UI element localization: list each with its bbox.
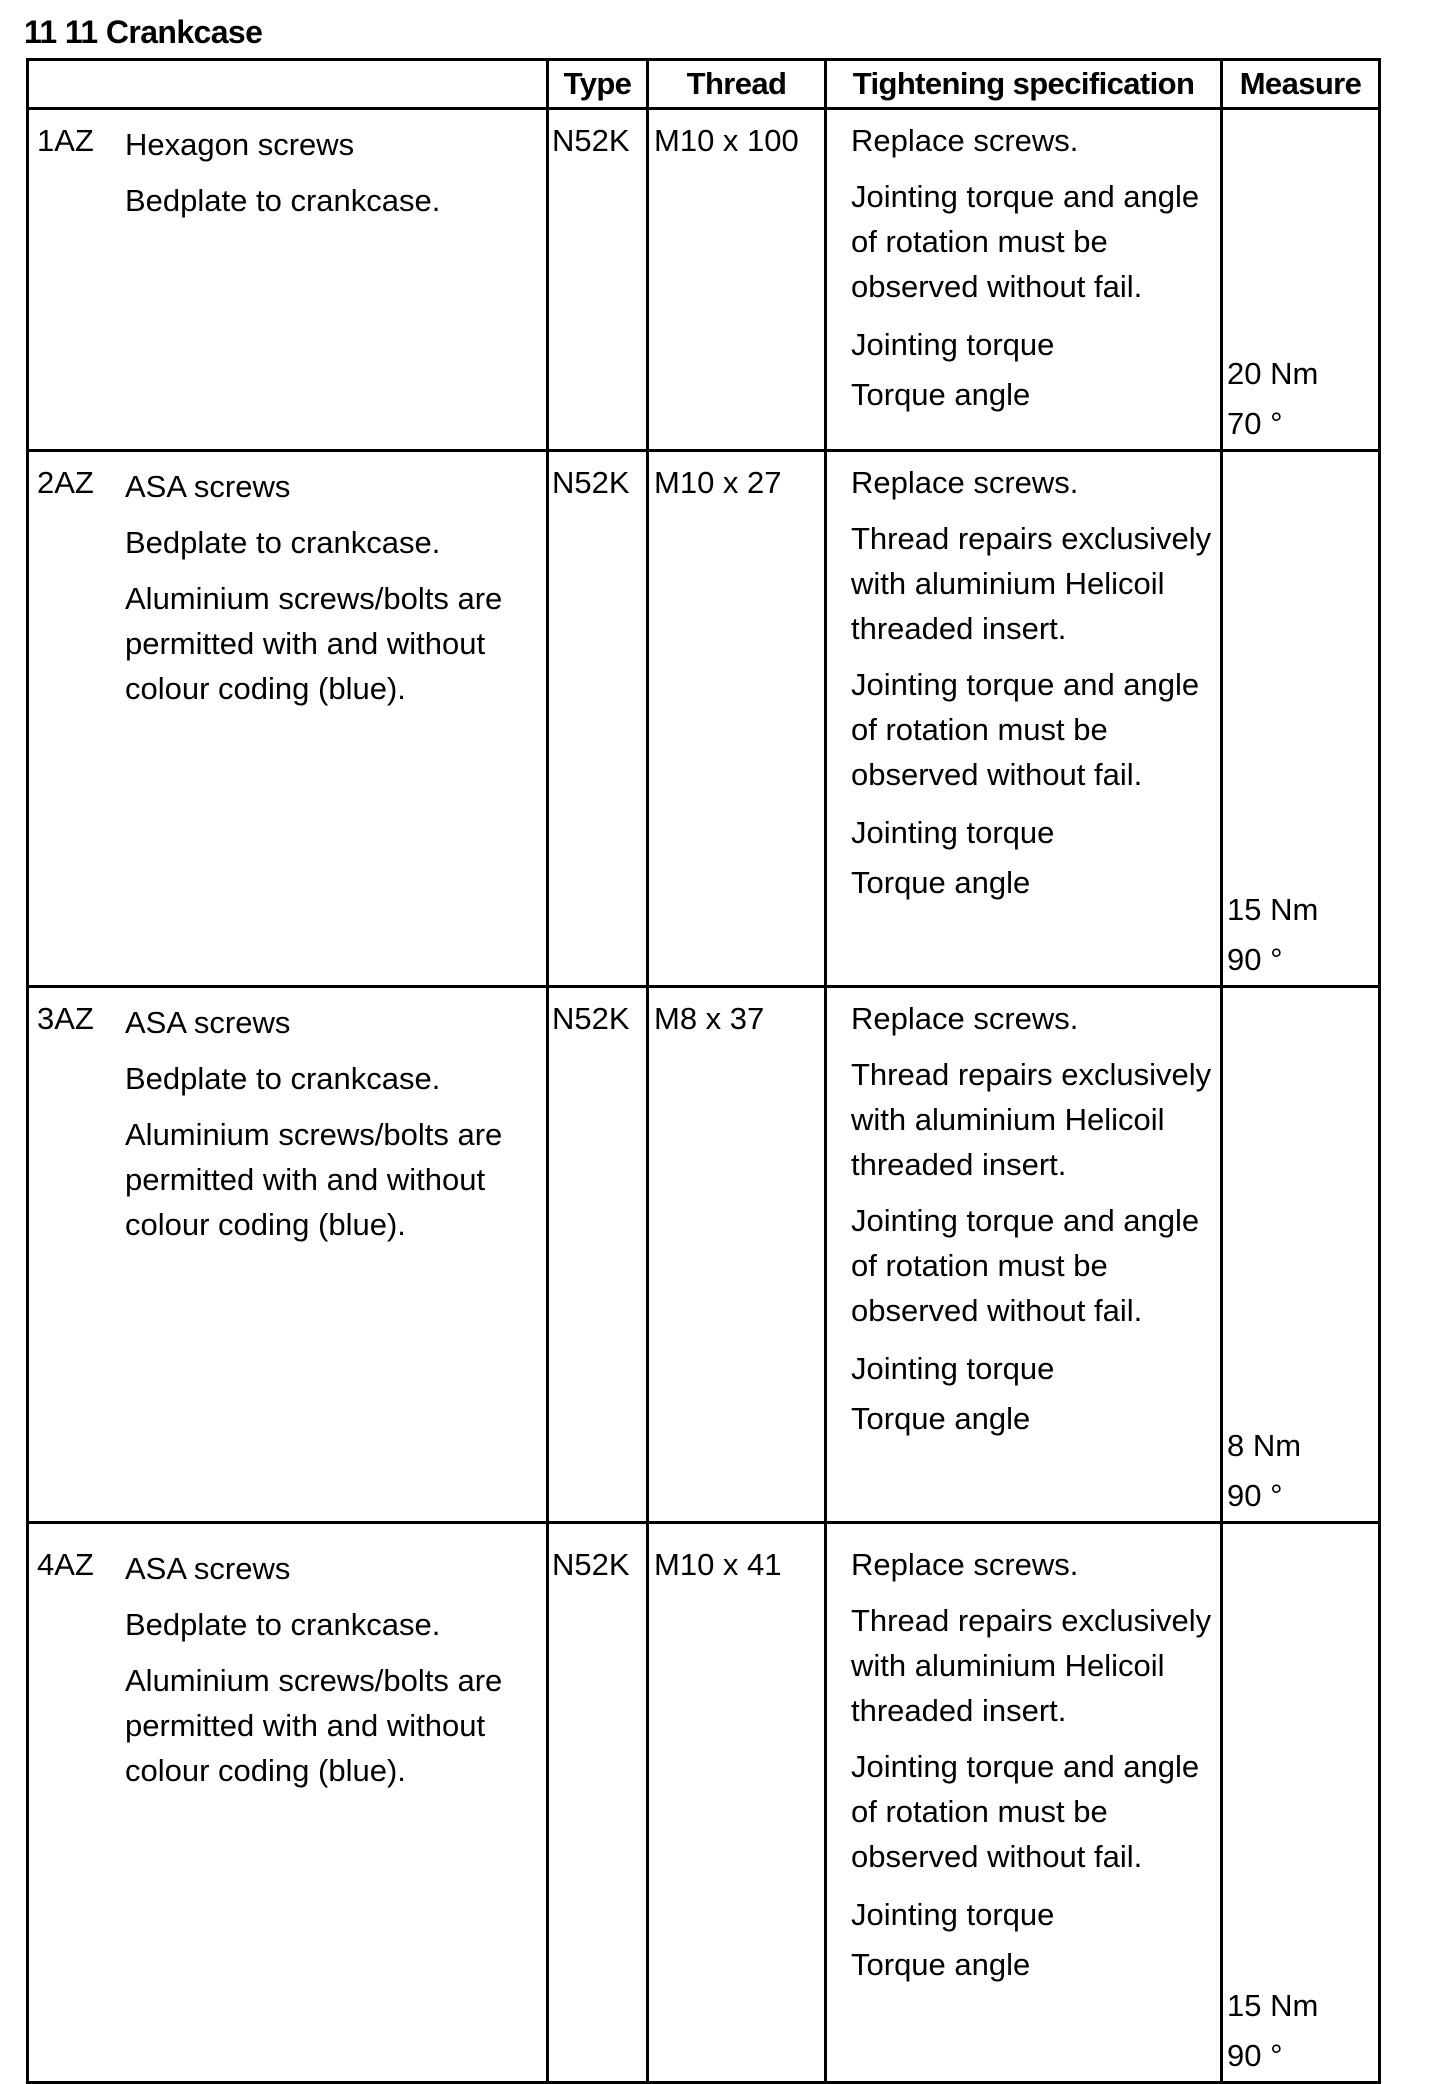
header-thread: Thread — [648, 60, 826, 109]
part-description: Bedplate to crankcase. — [125, 183, 441, 218]
position-cell — [28, 109, 548, 451]
label-jointing-torque: Jointing torque — [851, 1897, 1055, 1932]
thread-cell: M10 x 27 — [648, 451, 826, 987]
part-note: Aluminium screws/bolts are permitted with and without colour coding (blue). — [125, 1117, 503, 1242]
header-type: Type — [548, 60, 648, 109]
position-cell — [28, 987, 548, 1523]
part-name: Hexagon screws — [125, 127, 355, 162]
header-tightening-specification: Tightening specification — [826, 60, 1222, 109]
position-cell — [28, 1523, 548, 2083]
part-name: ASA screws — [125, 469, 291, 504]
note-replace: Replace screws. — [851, 123, 1079, 158]
part-description: Bedplate to crankcase. — [125, 1607, 441, 1642]
measure-angle: 90 ° — [1227, 1478, 1283, 1513]
part-description: Bedplate to crankcase. — [125, 525, 441, 560]
measure-torque: 8 Nm — [1227, 1428, 1302, 1463]
label-torque-angle: Torque angle — [851, 1401, 1031, 1436]
label-torque-angle: Torque angle — [851, 377, 1031, 412]
position-cell — [28, 451, 548, 987]
note-replace: Replace screws. — [851, 1001, 1079, 1036]
label-torque-angle: Torque angle — [851, 1947, 1031, 1982]
header-row — [28, 60, 1380, 109]
table-row — [28, 987, 1380, 1523]
measure-cell — [1222, 109, 1380, 451]
thread-cell: M10 x 100 — [648, 109, 826, 451]
type-cell: N52K — [548, 451, 648, 987]
header-description — [28, 60, 548, 109]
page-title: 11 11 Crankcase — [24, 14, 263, 50]
note-angle: Jointing torque and angle of rotation must be observed without fail. — [851, 179, 1200, 304]
thread-cell: M8 x 37 — [648, 987, 826, 1523]
note-angle: Jointing torque and angle of rotation must be observed without fail. — [851, 667, 1200, 792]
note-repair: Thread repairs exclusively with aluminium Helicoil threaded insert. — [851, 1603, 1212, 1728]
table-row — [28, 1523, 1380, 2083]
measure-cell — [1222, 987, 1380, 1523]
position-code: 3AZ — [37, 1001, 94, 1036]
label-torque-angle: Torque angle — [851, 865, 1031, 900]
type-cell: N52K — [548, 1523, 648, 2083]
type-cell: N52K — [548, 109, 648, 451]
type-cell: N52K — [548, 987, 648, 1523]
note-replace: Replace screws. — [851, 465, 1079, 500]
measure-torque: 20 Nm — [1227, 356, 1319, 391]
measure-torque: 15 Nm — [1227, 892, 1319, 927]
spec-cell — [826, 451, 1222, 987]
label-jointing-torque: Jointing torque — [851, 815, 1055, 850]
measure-angle: 90 ° — [1227, 942, 1283, 977]
measure-angle: 70 ° — [1227, 406, 1283, 441]
spec-cell — [826, 109, 1222, 451]
measure-torque: 15 Nm — [1227, 1988, 1319, 2023]
header-measure: Measure — [1222, 60, 1380, 109]
spec-cell — [826, 987, 1222, 1523]
position-code: 2AZ — [37, 465, 94, 500]
measure-cell — [1222, 1523, 1380, 2083]
note-angle: Jointing torque and angle of rotation must be observed without fail. — [851, 1749, 1200, 1874]
table-row — [28, 451, 1380, 987]
note-angle: Jointing torque and angle of rotation must be observed without fail. — [851, 1203, 1200, 1328]
part-description: Bedplate to crankcase. — [125, 1061, 441, 1096]
part-name: ASA screws — [125, 1005, 291, 1040]
part-note: Aluminium screws/bolts are permitted with and without colour coding (blue). — [125, 581, 503, 706]
measure-angle: 90 ° — [1227, 2038, 1283, 2073]
table-row — [28, 109, 1380, 451]
measure-cell — [1222, 451, 1380, 987]
note-repair: Thread repairs exclusively with aluminium Helicoil threaded insert. — [851, 521, 1212, 646]
position-code: 1AZ — [37, 123, 94, 158]
part-note: Aluminium screws/bolts are permitted with and without colour coding (blue). — [125, 1663, 503, 1788]
spec-cell — [826, 1523, 1222, 2083]
part-name: ASA screws — [125, 1551, 291, 1586]
note-replace: Replace screws. — [851, 1547, 1079, 1582]
note-repair: Thread repairs exclusively with aluminium Helicoil threaded insert. — [851, 1057, 1212, 1182]
label-jointing-torque: Jointing torque — [851, 327, 1055, 362]
tightening-spec-table — [26, 58, 1381, 2084]
label-jointing-torque: Jointing torque — [851, 1351, 1055, 1386]
position-code: 4AZ — [37, 1547, 94, 1582]
thread-cell: M10 x 41 — [648, 1523, 826, 2083]
